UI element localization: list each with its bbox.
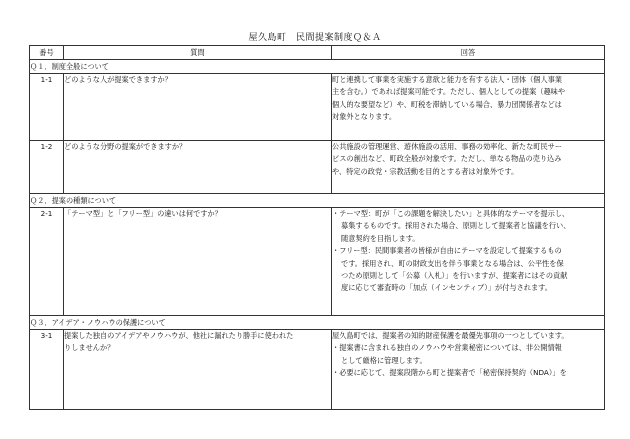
document-title: 屋久島町 民間提案制度Ｑ＆Ａ — [248, 33, 382, 43]
item-number: 1-2 — [30, 141, 64, 194]
answer-line: です。採用され、町の財政支出を伴う事業となる場合は、公平性を保 — [341, 258, 564, 268]
answer-cell — [332, 141, 605, 194]
question-text: どのような分野の提案ができますか？ — [64, 142, 187, 151]
answer-line: フリー型：民間事業者の皆様が自由にテーマを設定して提案するもの — [339, 246, 562, 256]
question-cell — [64, 74, 332, 141]
answer-line: ビスの創出など、町政全般が対象です。ただし、単なる物品の売り込み — [332, 154, 562, 164]
section-row — [30, 316, 605, 330]
item-number: 2-1 — [30, 208, 64, 316]
answer-line: 主を含む。）であれば提案可能です。ただし、個人としての提案（趣味や — [332, 87, 566, 97]
table-header-row — [30, 46, 605, 60]
answer-line: 公共施設の管理運営、遊休施設の活用、事務の効率化、新たな町民サー — [332, 142, 563, 151]
answer-cell — [332, 330, 605, 410]
answer-line: 町と連携して事業を実施する意欲と能力を有する法人・団体（個人事業 — [332, 75, 563, 84]
answer-line: 提案書に含まれる独自のノウハウや営業秘密については、非公開情報 — [339, 343, 562, 353]
question-text: どのような人が提案できますか？ — [64, 75, 172, 84]
answer-line: 必要に応じて、提案段階から町と提案者で「秘密保持契約（NDA）」を — [339, 368, 567, 378]
section-row — [30, 60, 605, 74]
item-number: 3-1 — [30, 330, 64, 410]
answer-line: つため原則として「公募（入札）」を行いますが、提案者にはその貢献 — [341, 271, 568, 281]
qa-table — [29, 45, 605, 410]
question-cell — [64, 330, 332, 410]
answer-bullet — [332, 208, 604, 245]
question-text: りしませんか？ — [64, 343, 115, 353]
bullet-mark: ・ — [332, 343, 340, 353]
table-row — [30, 74, 605, 141]
table-row — [30, 141, 605, 194]
answer-line: 個人的な要望など）や、町税を滞納している場合、暴力団関係者などは — [332, 99, 562, 109]
answer-line: 募集するものです。採用された場合、原則として提案者と協議を行い、 — [341, 221, 571, 231]
question-cell — [64, 141, 332, 194]
bullet-mark: ・ — [332, 368, 340, 378]
table-row — [30, 208, 605, 316]
question-cell — [64, 208, 332, 316]
header-question: 質問 — [64, 46, 332, 60]
answer-line: 対象外となります。 — [332, 112, 397, 122]
answer-line: 随意契約を目指します。 — [341, 233, 420, 243]
answer-line: として厳格に管理します。 — [341, 355, 427, 365]
answer-bullet — [332, 245, 604, 295]
answer-cell — [332, 74, 605, 141]
section-title: Ｑ３．アイデア・ノウハウの保護について — [30, 316, 605, 330]
answer-intro: 屋久島町では、提案者の知的財産保護を最優先事項の一つとしています。 — [332, 331, 569, 340]
question-text: 「テーマ型」と「フリー型」の違いは何ですか？ — [64, 209, 222, 218]
answer-bullet — [332, 367, 604, 379]
answer-line: テーマ型：町が「この課題を解決したい」と具体的なテーマを提示し、 — [339, 209, 570, 218]
section-title: Ｑ１．制度全般について — [30, 60, 605, 74]
section-title: Ｑ２．提案の種類について — [30, 194, 605, 208]
answer-bullet — [332, 342, 604, 367]
answer-line: 度に応じて審査時の「加点（インセンティブ）」が付与されます。 — [341, 283, 552, 293]
item-number: 1-1 — [30, 74, 64, 141]
answer-cell — [332, 208, 605, 316]
header-answer: 回答 — [332, 46, 605, 60]
question-text: 提案した独自のアイデアやノウハウが、他社に漏れたり勝手に使われた — [64, 331, 294, 340]
answer-line: や、特定の政党・宗教活動を目的とする者は対象外です。 — [332, 166, 519, 176]
bullet-mark: ・ — [332, 246, 340, 256]
bullet-mark: ・ — [332, 209, 340, 218]
section-row — [30, 194, 605, 208]
table-row — [30, 330, 605, 410]
header-number: 番号 — [30, 46, 64, 60]
